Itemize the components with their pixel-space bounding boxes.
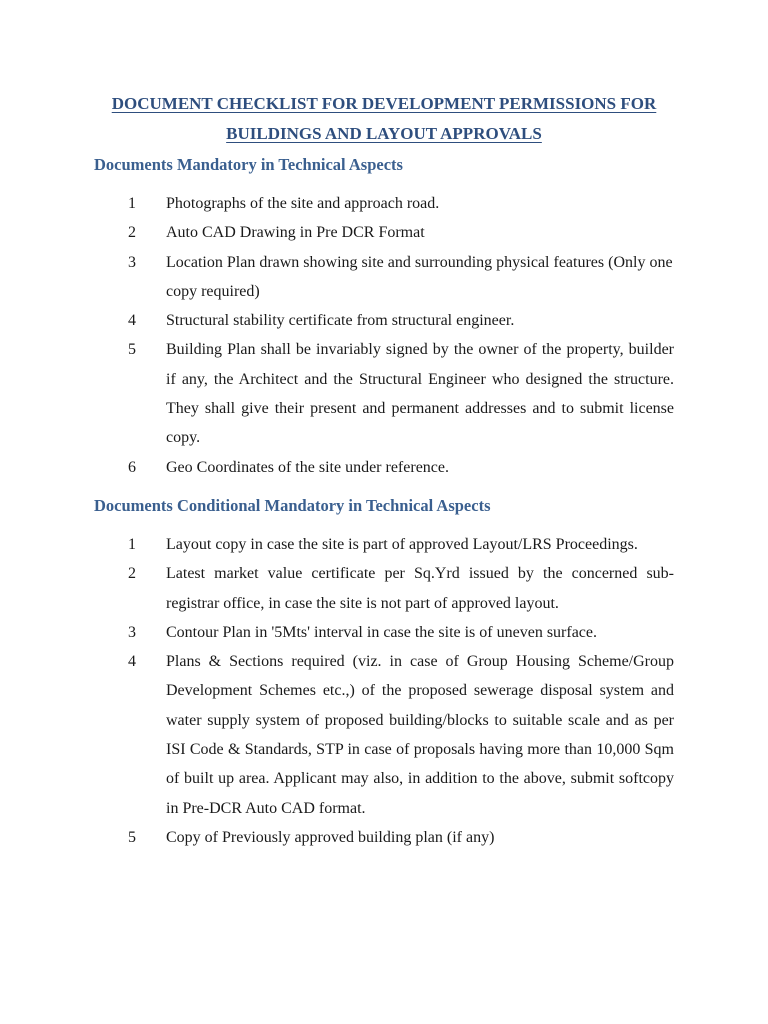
list-item-number: 5 — [128, 341, 136, 359]
document-title-line2: BUILDINGS AND LAYOUT APPROVALS — [226, 124, 542, 143]
mandatory-documents-list — [94, 189, 674, 482]
list-item-number: 5 — [128, 828, 136, 846]
list-item-number: 3 — [128, 623, 136, 641]
section-heading-mandatory: Documents Mandatory in Technical Aspects — [94, 155, 403, 174]
list-item-text: Latest market value certificate per Sq.Yrd issued by the concerned sub-registrar office, in case the site is not part of approved layout. — [166, 565, 674, 612]
list-item-text: Contour Plan in '5Mts' interval in case the site is of uneven surface. — [166, 623, 597, 641]
list-item — [94, 530, 674, 559]
list-item-text: Building Plan shall be invariably signed by the owner of the property, builder if any, the Architect and the Structural Engineer who designed the structure. They shall give their present and permanent addresses and to submit license copy. — [166, 341, 674, 447]
list-item-number: 2 — [128, 224, 136, 242]
list-item-text: Structural stability certificate from structural engineer. — [166, 312, 515, 330]
list-item-text: Copy of Previously approved building plan (if any) — [166, 828, 495, 846]
list-item — [94, 453, 674, 482]
document-title-line1: DOCUMENT CHECKLIST FOR DEVELOPMENT PERMISSIONS FOR — [111, 94, 657, 113]
list-item-number: 1 — [128, 535, 136, 553]
list-item-number: 4 — [128, 312, 136, 330]
section-heading-conditional: Documents Conditional Mandatory in Technical Aspects — [94, 495, 491, 515]
list-item — [94, 647, 674, 823]
list-item — [94, 306, 674, 335]
list-item — [94, 559, 674, 618]
conditional-documents-list — [94, 530, 674, 852]
list-item-number: 1 — [128, 195, 136, 212]
list-item-text: Location Plan drawn showing site and surrounding physical features (Only one copy required) — [166, 253, 673, 300]
list-item — [94, 189, 674, 218]
list-item — [94, 248, 674, 307]
list-item-number: 4 — [128, 653, 136, 671]
list-item-number: 2 — [128, 565, 136, 583]
list-item-number: 3 — [128, 253, 136, 271]
list-item-text: Layout copy in case the site is part of approved Layout/LRS Proceedings. — [166, 535, 638, 553]
list-item — [94, 218, 674, 247]
document-title — [94, 89, 674, 149]
list-item-text: Plans & Sections required (viz. in case of Group Housing Scheme/Group Development Schemes etc.,) of the proposed sewerage disposal system and water supply system of proposed building/blocks to suitable scale and as per ISI Code & Standards, STP in case of proposals having more than 10,000 Sqm of built up area. Applicant may also, in addition to the above, submit softcopy in Pre-DCR Auto CAD format. — [166, 653, 674, 817]
list-item-text: Auto CAD Drawing in Pre DCR Format — [166, 224, 425, 242]
list-item-text: Geo Coordinates of the site under reference. — [166, 458, 449, 476]
list-item-text: Photographs of the site and approach road. — [166, 195, 440, 212]
list-item-number: 6 — [128, 458, 136, 476]
list-item — [94, 335, 674, 452]
list-item — [94, 823, 674, 852]
list-item — [94, 618, 674, 647]
